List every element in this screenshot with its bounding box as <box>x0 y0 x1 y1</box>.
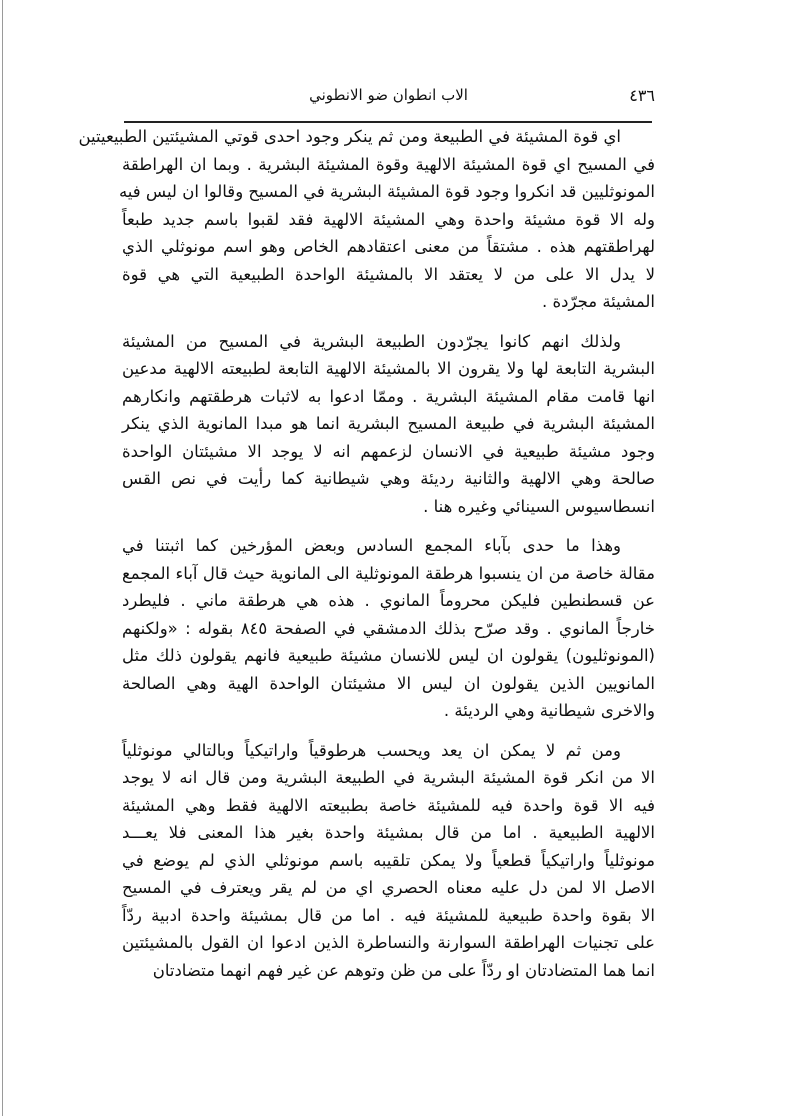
text-line: المونوثليين قد انكروا وجود قوة المشيئة البشرية في المسيح وقالوا ان ليس فيه <box>118 182 655 201</box>
text-line: مونوثلياً واراتيكياً قطعياً ولا يمكن تلقيبه باسم مونوثلي الذي لم يوضع في <box>122 850 655 870</box>
text-line: الا بقوة واحدة طبيعية للمشيئة فيه . اما من قال بمشيئة واحدة ادبية ردّاً <box>122 905 655 925</box>
running-title: الاب انطوان ضو الانطوني <box>309 86 468 104</box>
text-line: مقالة خاصة من ان ينسبوا هرطقة المونوثلية الى المانوية حيث قال آباء المجمع <box>122 563 655 583</box>
text-line: المشيئة البشرية في طبيعة المسيح البشرية انما هو مبدا المانوية الذي ينكر <box>122 414 655 433</box>
text-line: الالهية الطبيعية . اما من قال بمشيئة واحدة بغير هذا المعنى فلا يعـــد <box>122 823 655 842</box>
text-line: اي قوة المشيئة في الطبيعة ومن ثم ينكر وجود احدى قوتي المشيئتين الطبيعيتين <box>78 127 621 146</box>
paragraph <box>122 532 655 725</box>
document-body <box>78 123 655 984</box>
text-line: والاخرى شيطانية وهي الرديئة . <box>443 701 655 720</box>
running-header <box>122 86 655 116</box>
text-line: فيه الا قوة واحدة فيه للمشيئة خاصة بطبيعته الالهية فقط وهي المشيئة <box>122 795 655 815</box>
text-line: على تجنيات الهراطقة السوارنة والنساطرة الذين ادعوا ان القول بالمشيئتين <box>122 933 655 952</box>
text-line: لهراطقتهم هذه . مشتقاً من معنى اعتقادهم الخاص وهو اسم مونوثلي الذي <box>122 237 655 256</box>
text-line: المانويين الذين يقولون ان ليس الا مشيئتان الواحدة الهية وهي الصالحة <box>122 673 655 693</box>
text-line: وله الا قوة مشيئة واحدة وهي المشيئة الالهية فقد لقبوا باسم جديد طبعاً <box>122 209 655 229</box>
text-line: عن قسطنطين فليكن محروماً المانوي . هذه هي هرطقة ماني . فليطرد <box>122 591 655 610</box>
page-edge <box>2 0 3 1116</box>
paragraph <box>78 123 655 316</box>
text-line: لا يدل الا على من لا يعتقد الا بالمشيئة الواحدة الطبيعية التي هي قوة <box>122 264 655 284</box>
text-line: الاصل الا لمن دل عليه معناه الحصري اي من لم يقر ويعترف في المسيح <box>122 878 655 897</box>
text-line: ومن ثم لا يمكن ان يعد ويحسب هرطوقياً واراتيكياً وبالتالي مونوثلياً <box>122 740 621 760</box>
text-line: الا من انكر قوة المشيئة البشرية في الطبيعة البشرية ومن قال انه لا يوجد <box>122 768 655 787</box>
page-number: ٤٣٦ <box>629 86 655 105</box>
text-line: المشيئة مجرّدة . <box>542 292 655 311</box>
text-line: انسطاسيوس السينائي وغيره هنا . <box>423 496 655 516</box>
text-line: (المونوثليون) يقولون ان ليس للانسان مشيئة طبيعية فانهم يقولون ذلك مثل <box>122 646 655 665</box>
text-line: وهذا ما حدى بآباء المجمع السادس وبعض المؤرخين كما اثبتنا في <box>122 536 621 555</box>
text-line: ولذلك انهم كانوا يجرّدون الطبيعة البشرية في المسيح من المشيئة <box>122 331 621 351</box>
paragraph <box>122 328 655 521</box>
text-line: خارجاً المانوي . وقد صرّح بذلك الدمشقي في الصفحة ٨٤٥ بقوله : «ولكنهم <box>122 618 655 638</box>
text-line: في المسيح اي قوة المشيئة الالهية وقوة المشيئة البشرية . وبما ان الهراطقة <box>122 154 655 174</box>
text-line: وجود مشيئة طبيعية في الانسان لزعمهم انه لا يوجد الا مشيئتان الواحدة <box>122 441 655 461</box>
text-line: انما هما المتضادتان او ردّاً على من ظن وتوهم عن غير فهم انهما متضادتان <box>152 960 655 980</box>
paragraph <box>122 737 655 985</box>
text-line: انها قامت مقام المشيئة البشرية . وممّا ادعوا به لاثبات هرطقتهم وانكارهم <box>122 386 655 406</box>
text-line: البشرية التابعة لها ولا يقرون الا بالمشيئة الالهية التابعة لطبيعته الالهية مدعين <box>122 359 655 378</box>
text-line: صالحة وهي الالهية والثانية رديئة وهي شيطانية كما رأيت في نص القس <box>122 469 655 488</box>
